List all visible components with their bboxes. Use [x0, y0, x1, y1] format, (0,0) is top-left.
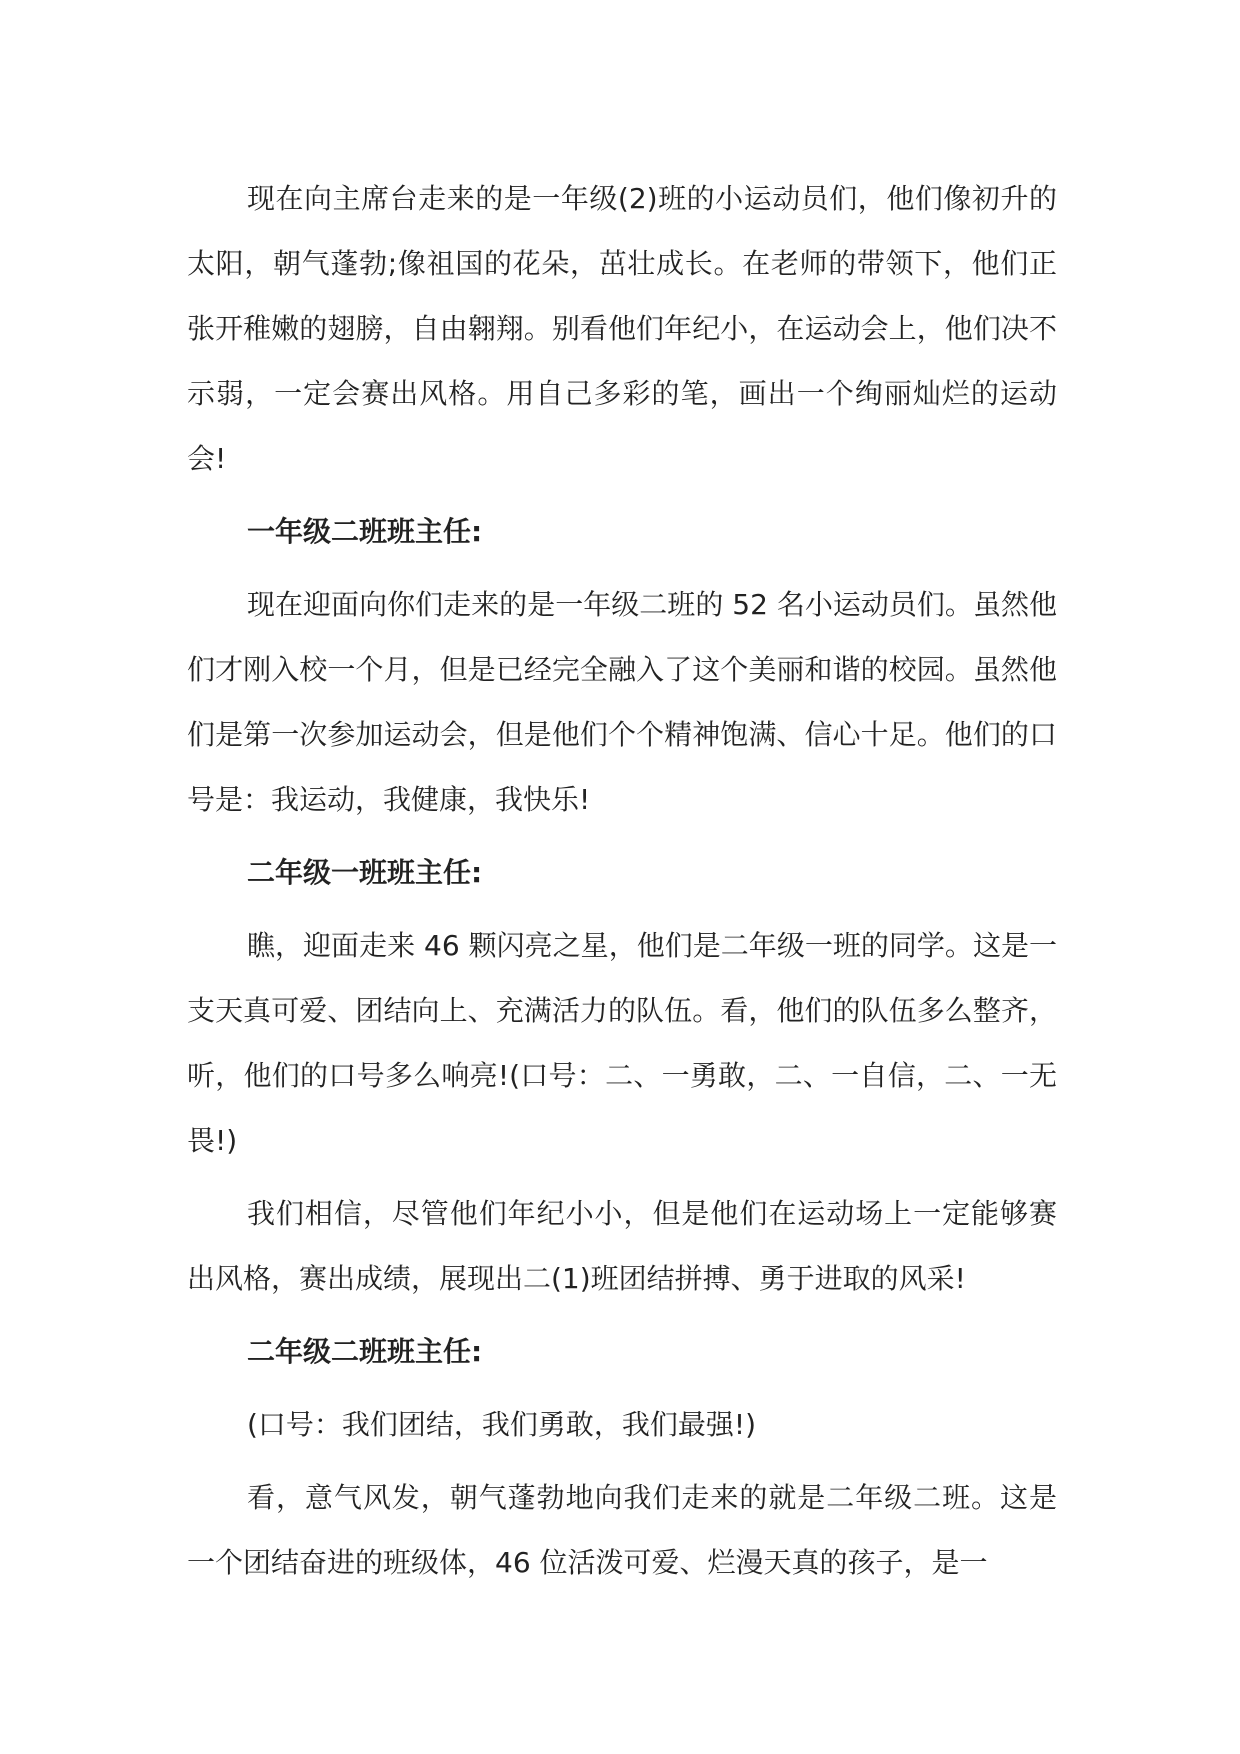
document-body: [187, 166, 1057, 1603]
heading-grade2-class1-teacher: 二年级一班班主任:: [247, 856, 483, 889]
heading-grade1-class2-teacher: 一年级二班班主任:: [247, 515, 483, 548]
paragraph-grade1-class2: 现在迎面向你们走来的是一年级二班的 52 名小运动员们。虽然他们才刚入校一个月，但是已经完全融入了这个美丽和谐的校园。虽然他们是第一次参加运动会，但是他们个个精神饱满、信心十足。他们的口号是：我运动，我健康，我快乐!: [187, 588, 1057, 816]
paragraph-grade2-class1: 瞧，迎面走来 46 颗闪亮之星，他们是二年级一班的同学。这是一支天真可爱、团结向上、充满活力的队伍。看，他们的队伍多么整齐，听，他们的口号多么响亮!(口号：二、一勇敢，二、一自信，二、一无畏!): [187, 929, 1057, 1157]
heading-grade2-class2-teacher: 二年级二班班主任:: [247, 1335, 483, 1368]
paragraph-grade2-class2-slogan: (口号：我们团结，我们勇敢，我们最强!): [247, 1408, 757, 1441]
paragraph-grade2-class1-closing: 我们相信，尽管他们年纪小小，但是他们在运动场上一定能够赛出风格，赛出成绩，展现出二(1)班团结拼搏、勇于进取的风采!: [187, 1197, 1057, 1295]
paragraph-grade2-class2: 看，意气风发，朝气蓬勃地向我们走来的就是二年级二班。这是一个团结奋进的班级体，46 位活泼可爱、烂漫天真的孩子，是一: [187, 1481, 1057, 1579]
paragraph-intro-1-2: 现在向主席台走来的是一年级(2)班的小运动员们，他们像初升的太阳，朝气蓬勃;像祖国的花朵，茁壮成长。在老师的带领下，他们正张开稚嫩的翅膀，自由翱翔。别看他们年纪小，在运动会上，他们决不示弱，一定会赛出风格。用自己多彩的笔，画出一个绚丽灿烂的运动会!: [187, 182, 1057, 475]
